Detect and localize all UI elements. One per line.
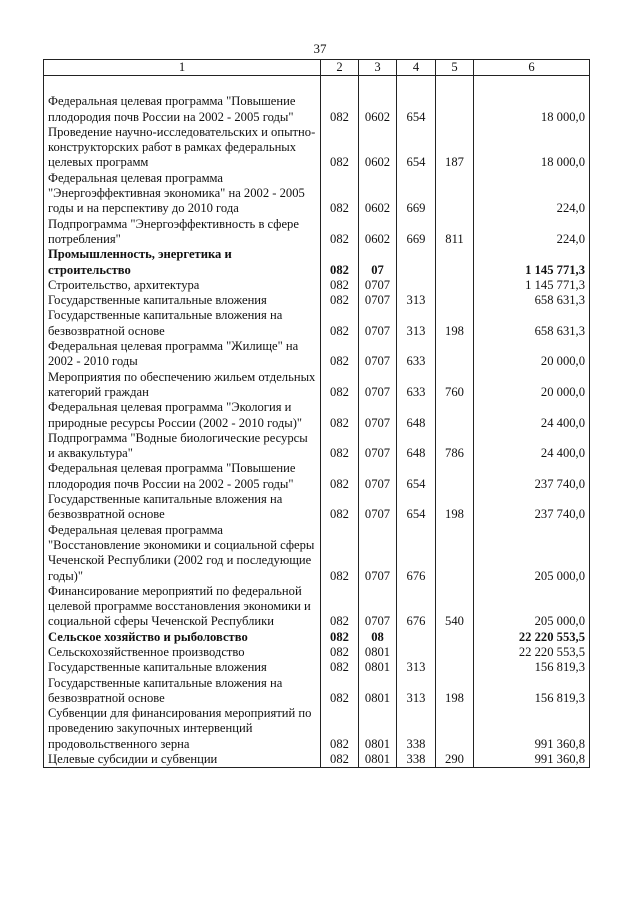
amount-cell: 237 740,0 xyxy=(474,492,590,523)
department-code-cell: 082 xyxy=(321,94,359,125)
section-code-cell: 0707 xyxy=(359,492,397,523)
column-header-1: 1 xyxy=(44,60,321,76)
section-code-cell: 0707 xyxy=(359,584,397,630)
row-name-cell: Государственные капитальные вложения xyxy=(44,660,321,675)
department-code-cell: 082 xyxy=(321,400,359,431)
target-article-cell: 654 xyxy=(397,94,436,125)
table-row xyxy=(44,676,590,707)
department-code-cell: 082 xyxy=(321,217,359,248)
row-name-cell: Федеральная целевая программа "Экология и природные ресурсы России (2002 - 2010 годы)" xyxy=(44,400,321,431)
amount-cell: 1 145 771,3 xyxy=(474,247,590,278)
column-header-2: 2 xyxy=(321,60,359,76)
target-article-cell: 648 xyxy=(397,431,436,462)
amount-cell: 156 819,3 xyxy=(474,676,590,707)
column-header-3: 3 xyxy=(359,60,397,76)
target-article-cell: 676 xyxy=(397,584,436,630)
table-row xyxy=(44,660,590,675)
amount-cell: 658 631,3 xyxy=(474,308,590,339)
target-article-cell: 338 xyxy=(397,752,436,768)
row-name-cell: Федеральная целевая программа "Жилище" на 2002 - 2010 годы xyxy=(44,339,321,370)
expense-type-cell: 198 xyxy=(436,308,474,339)
section-code-cell: 0707 xyxy=(359,461,397,492)
table-row xyxy=(44,706,590,752)
target-article-cell: 338 xyxy=(397,706,436,752)
expense-type-cell: 760 xyxy=(436,370,474,401)
department-code-cell: 082 xyxy=(321,523,359,584)
amount-cell: 24 400,0 xyxy=(474,400,590,431)
expense-type-cell xyxy=(436,523,474,584)
department-code-cell: 082 xyxy=(321,308,359,339)
table-row xyxy=(44,630,590,645)
expense-type-cell: 198 xyxy=(436,676,474,707)
section-code-cell: 0707 xyxy=(359,370,397,401)
amount-cell: 658 631,3 xyxy=(474,293,590,308)
expense-type-cell xyxy=(436,171,474,217)
expense-type-cell: 540 xyxy=(436,584,474,630)
department-code-cell: 082 xyxy=(321,676,359,707)
section-code-cell: 0602 xyxy=(359,125,397,171)
section-code-cell: 0602 xyxy=(359,217,397,248)
section-code-cell: 0602 xyxy=(359,94,397,125)
amount-cell: 24 400,0 xyxy=(474,431,590,462)
expense-type-cell: 811 xyxy=(436,217,474,248)
table-row xyxy=(44,308,590,339)
column-number-header-row xyxy=(44,60,590,76)
row-name-cell: Подпрограмма "Энергоэффективность в сфере потребления" xyxy=(44,217,321,248)
amount-cell: 991 360,8 xyxy=(474,706,590,752)
row-name-cell: Государственные капитальные вложения на безвозвратной основе xyxy=(44,676,321,707)
expense-type-cell xyxy=(436,293,474,308)
expense-type-cell xyxy=(436,94,474,125)
expense-type-cell xyxy=(436,400,474,431)
expense-type-cell xyxy=(436,461,474,492)
target-article-cell: 313 xyxy=(397,660,436,675)
expense-type-cell xyxy=(436,645,474,660)
department-code-cell: 082 xyxy=(321,339,359,370)
target-article-cell: 676 xyxy=(397,523,436,584)
target-article-cell: 654 xyxy=(397,492,436,523)
amount-cell: 20 000,0 xyxy=(474,370,590,401)
target-article-cell xyxy=(397,645,436,660)
section-code-cell: 0707 xyxy=(359,308,397,339)
column-header-4: 4 xyxy=(397,60,436,76)
spacer-row xyxy=(44,76,590,95)
table-row xyxy=(44,370,590,401)
amount-cell: 224,0 xyxy=(474,171,590,217)
amount-cell: 156 819,3 xyxy=(474,660,590,675)
section-code-cell: 0801 xyxy=(359,660,397,675)
target-article-cell: 313 xyxy=(397,293,436,308)
amount-cell: 22 220 553,5 xyxy=(474,645,590,660)
row-name-cell: Промышленность, энергетика и строительство xyxy=(44,247,321,278)
department-code-cell: 082 xyxy=(321,171,359,217)
target-article-cell: 633 xyxy=(397,370,436,401)
row-name-cell: Целевые субсидии и субвенции xyxy=(44,752,321,768)
expense-type-cell: 290 xyxy=(436,752,474,768)
amount-cell: 1 145 771,3 xyxy=(474,278,590,293)
target-article-cell: 669 xyxy=(397,217,436,248)
table-row xyxy=(44,431,590,462)
table-row xyxy=(44,125,590,171)
section-code-cell: 0801 xyxy=(359,645,397,660)
amount-cell: 20 000,0 xyxy=(474,339,590,370)
section-code-cell: 08 xyxy=(359,630,397,645)
target-article-cell: 654 xyxy=(397,125,436,171)
target-article-cell: 313 xyxy=(397,308,436,339)
row-name-cell: Федеральная целевая программа "Восстановление экономики и социальной сферы Чеченской Республики (2002 год и последующие годы)" xyxy=(44,523,321,584)
page-number: 37 xyxy=(313,41,327,56)
table-row xyxy=(44,339,590,370)
column-header-6: 6 xyxy=(474,60,590,76)
expense-type-cell xyxy=(436,247,474,278)
target-article-cell xyxy=(397,278,436,293)
row-name-cell: Субвенции для финансирования мероприятий по проведению закупочных интервенций продовольственного зерна xyxy=(44,706,321,752)
section-code-cell: 0801 xyxy=(359,752,397,768)
table-row xyxy=(44,492,590,523)
table-row xyxy=(44,94,590,125)
department-code-cell: 082 xyxy=(321,752,359,768)
section-code-cell: 0707 xyxy=(359,431,397,462)
department-code-cell: 082 xyxy=(321,278,359,293)
department-code-cell: 082 xyxy=(321,645,359,660)
table-row xyxy=(44,171,590,217)
row-name-cell: Финансирование мероприятий по федеральной целевой программе восстановления экономики и социальной сферы Чеченской Республики xyxy=(44,584,321,630)
department-code-cell: 082 xyxy=(321,370,359,401)
row-name-cell: Сельское хозяйство и рыболовство xyxy=(44,630,321,645)
section-code-cell: 0801 xyxy=(359,676,397,707)
row-name-cell: Строительство, архитектура xyxy=(44,278,321,293)
column-header-5: 5 xyxy=(436,60,474,76)
amount-cell: 991 360,8 xyxy=(474,752,590,768)
expense-type-cell: 198 xyxy=(436,492,474,523)
amount-cell: 205 000,0 xyxy=(474,523,590,584)
expense-type-cell xyxy=(436,660,474,675)
row-name-cell: Государственные капитальные вложения xyxy=(44,293,321,308)
amount-cell: 205 000,0 xyxy=(474,584,590,630)
table-row xyxy=(44,247,590,278)
table-body xyxy=(44,76,590,768)
department-code-cell: 082 xyxy=(321,461,359,492)
expense-type-cell: 786 xyxy=(436,431,474,462)
department-code-cell: 082 xyxy=(321,584,359,630)
row-name-cell: Мероприятия по обеспечению жильем отдельных категорий граждан xyxy=(44,370,321,401)
table-row xyxy=(44,293,590,308)
row-name-cell: Федеральная целевая программа "Повышение плодородия почв России на 2002 - 2005 годы" xyxy=(44,94,321,125)
target-article-cell: 669 xyxy=(397,171,436,217)
table-row xyxy=(44,278,590,293)
department-code-cell: 082 xyxy=(321,125,359,171)
target-article-cell xyxy=(397,630,436,645)
department-code-cell: 082 xyxy=(321,431,359,462)
target-article-cell: 313 xyxy=(397,676,436,707)
department-code-cell: 082 xyxy=(321,293,359,308)
section-code-cell: 0707 xyxy=(359,293,397,308)
row-name-cell: Подпрограмма "Водные биологические ресурсы и аквакультура" xyxy=(44,431,321,462)
department-code-cell: 082 xyxy=(321,247,359,278)
table-row xyxy=(44,645,590,660)
amount-cell: 18 000,0 xyxy=(474,125,590,171)
row-name-cell: Сельскохозяйственное производство xyxy=(44,645,321,660)
table-row xyxy=(44,752,590,768)
table-row xyxy=(44,584,590,630)
section-code-cell: 0707 xyxy=(359,523,397,584)
expense-type-cell xyxy=(436,339,474,370)
department-code-cell: 082 xyxy=(321,706,359,752)
expense-type-cell xyxy=(436,706,474,752)
section-code-cell: 0707 xyxy=(359,339,397,370)
target-article-cell: 654 xyxy=(397,461,436,492)
amount-cell: 237 740,0 xyxy=(474,461,590,492)
amount-cell: 18 000,0 xyxy=(474,94,590,125)
row-name-cell: Федеральная целевая программа "Повышение плодородия почв России на 2002 - 2005 годы" xyxy=(44,461,321,492)
expense-type-cell xyxy=(436,630,474,645)
row-name-cell: Проведение научно-исследовательских и опытно-конструкторских работ в рамках федеральных целевых программ xyxy=(44,125,321,171)
budget-table xyxy=(43,59,590,768)
row-name-cell: Федеральная целевая программа "Энергоэффективная экономика" на 2002 - 2005 годы и на перспективу до 2010 года xyxy=(44,171,321,217)
table-row xyxy=(44,523,590,584)
amount-cell: 22 220 553,5 xyxy=(474,630,590,645)
target-article-cell: 648 xyxy=(397,400,436,431)
table-row xyxy=(44,217,590,248)
department-code-cell: 082 xyxy=(321,630,359,645)
expense-type-cell: 187 xyxy=(436,125,474,171)
table-row xyxy=(44,400,590,431)
row-name-cell: Государственные капитальные вложения на безвозвратной основе xyxy=(44,492,321,523)
department-code-cell: 082 xyxy=(321,660,359,675)
target-article-cell: 633 xyxy=(397,339,436,370)
department-code-cell: 082 xyxy=(321,492,359,523)
row-name-cell: Государственные капитальные вложения на безвозвратной основе xyxy=(44,308,321,339)
amount-cell: 224,0 xyxy=(474,217,590,248)
section-code-cell: 0707 xyxy=(359,278,397,293)
target-article-cell xyxy=(397,247,436,278)
expense-type-cell xyxy=(436,278,474,293)
section-code-cell: 0602 xyxy=(359,171,397,217)
section-code-cell: 07 xyxy=(359,247,397,278)
section-code-cell: 0707 xyxy=(359,400,397,431)
table-row xyxy=(44,461,590,492)
section-code-cell: 0801 xyxy=(359,706,397,752)
